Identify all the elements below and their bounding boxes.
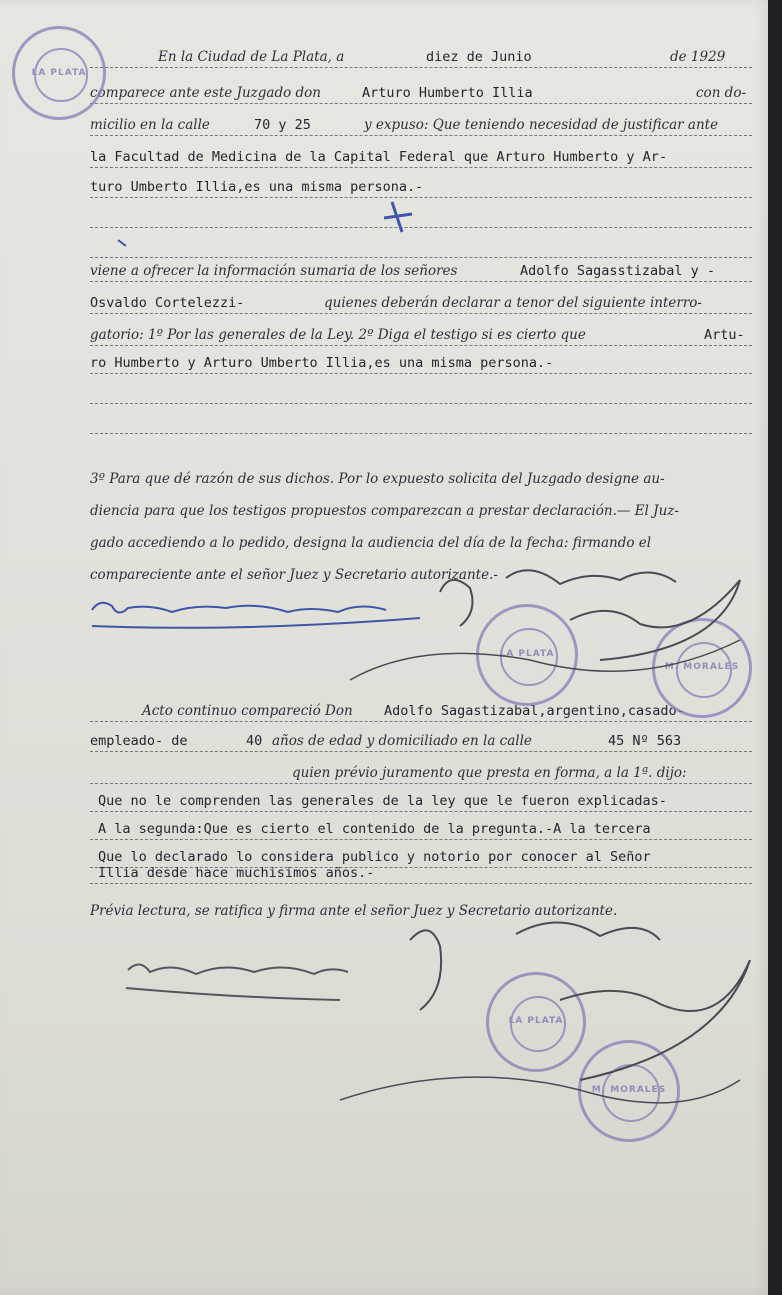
blue-mark-cross: [384, 202, 412, 232]
text-compareciente: compareciente ante el señor Juez y Secretario autorizante.-: [90, 567, 498, 583]
label-quienes: quienes deberán declarar a tenor del siguiente interro-: [324, 295, 702, 311]
signature-judge-bottom: [410, 922, 750, 1080]
label-domicilio: micilio en la calle: [90, 117, 210, 133]
signature-flourish: [350, 640, 740, 680]
court-seal-stamp: LA PLATA: [12, 26, 106, 120]
text-razon: 3º Para que dé razón de sus dichos. Por lo expuesto solicita del Juzgado designe au-: [90, 471, 665, 487]
text-answer-2: A la segunda:Que es cierto el contenido de la pregunta.-A la tercera: [98, 821, 651, 837]
value-witnesses-2: Osvaldo Cortelezzi-: [90, 295, 245, 311]
secretary-seal-stamp: M. MORALES: [652, 618, 752, 718]
text-diencia: diencia para que los testigos propuestos comparezcan a prestar declaración.— El Juz-: [90, 503, 679, 519]
label-edad: años de edad y domiciliado en la calle: [272, 733, 532, 749]
blue-mark-tick: [118, 240, 126, 246]
label-city: En la Ciudad de La Plata, a: [158, 49, 345, 65]
text-misma-persona: turo Umberto Illia,es una misma persona.-: [90, 179, 424, 195]
text-answer-4: Illia desde hace muchisimos años.-: [98, 865, 375, 881]
text-ro-humberto: ro Humberto y Arturo Umberto Illia,es una misma persona.-: [90, 355, 554, 371]
text-gado: gado accediendo a lo pedido, designa la audiencia del día de la fecha: firmando el: [90, 535, 652, 551]
value-name: Arturo Humberto Illia: [362, 85, 533, 101]
value-witnesses-1: Adolfo Sagasstizabal y -: [520, 263, 716, 279]
value-address: 45 Nº 563: [608, 733, 682, 749]
value-date: diez de Junio: [426, 49, 532, 65]
label-acto: Acto continuo compareció Don: [142, 703, 353, 719]
text-answer-1: Que no le comprenden las generales de la ley que le fueron explicadas-: [98, 793, 667, 809]
signature-illia: [92, 603, 420, 628]
judge-seal-stamp: LA PLATA: [476, 604, 578, 706]
signature-flourish-bottom: [340, 1077, 740, 1103]
value-age: 40: [246, 733, 263, 749]
text-juramento: quien prévio juramento que presta en forma, a la 1ª. dijo:: [292, 765, 687, 781]
value-occupation: empleado- de: [90, 733, 188, 749]
label-expuso: y expuso: Que teniendo necesidad de justificar ante: [364, 117, 719, 133]
page-edge-shadow: [768, 0, 782, 1295]
text-answer-3: Que lo declarado lo considera publico y notorio por conocer al Señor: [98, 849, 651, 865]
value-artu: Artu-: [704, 327, 745, 343]
judge-seal-stamp-bottom: LA PLATA: [486, 972, 586, 1072]
signature-judge: [440, 570, 740, 660]
value-street: 70 y 25: [254, 117, 311, 133]
secretary-seal-stamp-bottom: M. MORALES: [578, 1040, 680, 1142]
text-facultad: la Facultad de Medicina de la Capital Federal que Arturo Humberto y Ar-: [90, 149, 668, 165]
signature-witness: [126, 964, 348, 1000]
value-witness-name: Adolfo Sagastizabal,argentino,casado-: [384, 703, 685, 719]
label-viene: viene a ofrecer la información sumaria de los señores: [90, 263, 458, 279]
text-closing: Prévia lectura, se ratifica y firma ante el señor Juez y Secretario autorizante.: [90, 903, 618, 919]
value-year: de 1929: [670, 49, 726, 65]
label-gatorio: gatorio: 1º Por las generales de la Ley. 2º Diga el testigo si es cierto que: [90, 327, 586, 343]
label-con-do: con do-: [696, 85, 747, 101]
label-comparece: comparece ante este Juzgado don: [90, 85, 321, 101]
